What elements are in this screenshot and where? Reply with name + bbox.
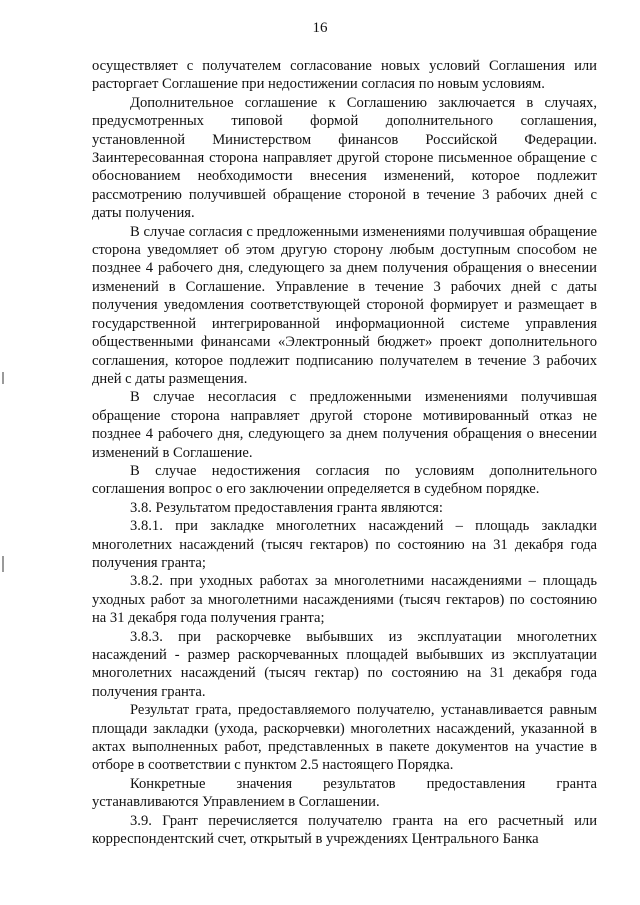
page-number: 16 bbox=[312, 20, 328, 36]
paragraph-continuation: осуществляет с получателем согласование новых условий Соглашения или расторгает Соглашение при недостижении согласия по новым условиям. bbox=[92, 58, 597, 93]
paragraph-disagreement: В случае несогласия с предложенными изменениями получившая обращение сторона направляет другой стороне мотивированный отказ не позднее 4 рабочего дня, следующего за днем получения обращения о внесении изменений в Соглашение. bbox=[92, 389, 597, 461]
document-body bbox=[92, 57, 597, 848]
paragraph-no-agreement: В случае недостижения согласия по условиям дополнительного соглашения вопрос о его заключении определяется в судебном порядке. bbox=[92, 462, 597, 498]
clause-3-8-3: 3.8.3. при раскорчевке выбывших из эксплуатации многолетних насаждений - размер раскорчеванных площадей выбывших из эксплуатации многолетних насаждений (тысяч гектар) по состоянию на 31 декабря года получения гранта. bbox=[92, 628, 597, 700]
clause-3-9: 3.9. Грант перечисляется получателю гранта на его расчетный или корреспондентский счет, открытый в учреждениях Центрального Банка bbox=[92, 812, 597, 848]
paragraph-additional-agreement: Дополнительное соглашение к Соглашению заключается в случаях, предусмотренных типовой формой дополнительного соглашения, установленной Министерством финансов Российской Федерации. Заинтересованная сторона направляет другой стороне письменное обращение с обоснованием необходимости внесения изменений, которое подлежит рассмотрению получившей обращение стороной в течение 3 рабочих дней с даты получения. bbox=[92, 94, 597, 222]
scan-margin-mark bbox=[2, 372, 4, 384]
paragraph-specific-values: Конкретные значения результатов предоставления гранта устанавливаются Управлением в Соглашении. bbox=[92, 775, 597, 811]
paragraph-grant-result: Результат грата, предоставляемого получателю, устанавливается равным площади закладки (ухода, раскорчевки) многолетних насаждений, указанной в актах выполненных работ, представленных в пакете документов на участие в отборе в соответствии с пунктом 2.5 настоящего Порядка. bbox=[92, 702, 597, 774]
clause-3-8-1: 3.8.1. при закладке многолетних насаждений – площадь закладки многолетних насаждений (тысяч гектаров) по состоянию на 31 декабря года получения гранта; bbox=[92, 518, 597, 571]
paragraph-consent: В случае согласия с предложенными изменениями получившая обращение сторона уведомляет об этом другую сторону любым доступным способом не позднее 4 рабочего дня, следующего за днем получения обращения о внесении изменений в Соглашение. Управление в течение 3 рабочих дней с даты получения уведомления соответствующей стороной формирует и размещает в государственной интегрированной информационной системе управления общественными финансами «Электронный бюджет» проект дополнительного соглашения, которое подлежит подписанию получателем в течение 3 рабочих дней с даты размещения. bbox=[92, 223, 597, 387]
clause-3-8-2: 3.8.2. при уходных работах за многолетними насаждениями – площадь уходных работ за многолетними насаждениями (тысяч гектаров) по состоянию на 31 декабря года получения гранта; bbox=[92, 573, 597, 627]
clause-3-8: 3.8. Результатом предоставления гранта являются: bbox=[130, 499, 443, 516]
scan-margin-mark bbox=[2, 556, 4, 572]
